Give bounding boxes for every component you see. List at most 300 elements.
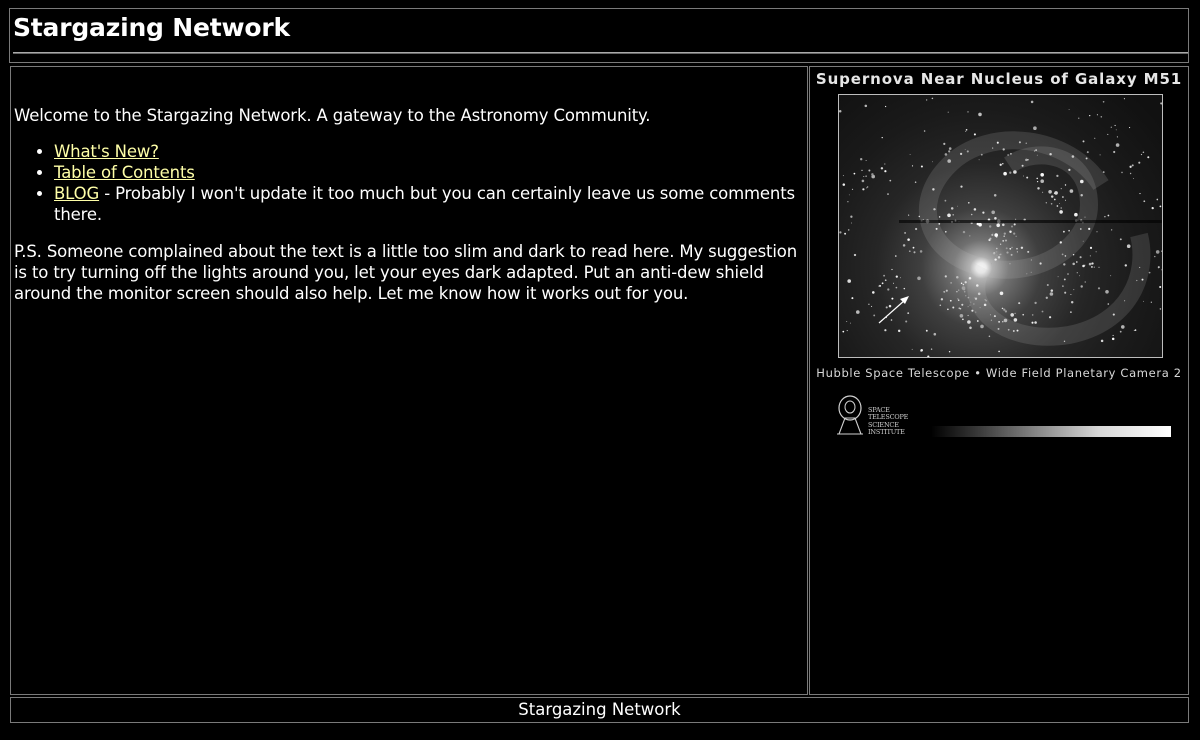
star bbox=[950, 300, 952, 302]
table-of-contents-link[interactable]: Table of Contents bbox=[54, 163, 195, 182]
star bbox=[1087, 151, 1089, 153]
welcome-text: Welcome to the Stargazing Network. A gateway to the Astronomy Community. bbox=[14, 106, 651, 125]
star bbox=[887, 193, 889, 195]
star bbox=[1003, 309, 1005, 311]
star bbox=[949, 147, 952, 150]
star bbox=[904, 232, 906, 234]
star bbox=[1129, 166, 1131, 168]
star bbox=[967, 320, 971, 324]
star bbox=[1072, 263, 1075, 266]
star bbox=[982, 212, 984, 214]
star bbox=[949, 351, 950, 352]
star bbox=[943, 291, 945, 293]
star bbox=[910, 154, 911, 155]
star bbox=[1091, 266, 1093, 268]
star bbox=[886, 306, 888, 308]
star bbox=[1018, 302, 1020, 304]
star bbox=[1002, 240, 1004, 242]
star bbox=[915, 228, 917, 230]
star bbox=[868, 169, 870, 171]
star bbox=[912, 165, 913, 166]
star bbox=[1027, 251, 1029, 253]
star bbox=[920, 349, 923, 352]
star bbox=[969, 235, 970, 236]
star bbox=[1070, 294, 1071, 295]
star bbox=[968, 315, 969, 316]
star bbox=[1032, 314, 1034, 316]
star bbox=[1158, 266, 1160, 268]
star bbox=[1023, 176, 1024, 177]
star bbox=[1141, 154, 1142, 155]
star bbox=[1000, 244, 1001, 245]
star bbox=[1000, 292, 1004, 296]
grayscale-gradient-bar bbox=[931, 426, 1171, 437]
star bbox=[1062, 285, 1064, 287]
star bbox=[1112, 338, 1115, 341]
star bbox=[1068, 230, 1070, 232]
star bbox=[1011, 247, 1012, 248]
star bbox=[952, 214, 954, 216]
star bbox=[1113, 151, 1115, 153]
star bbox=[962, 319, 964, 321]
star bbox=[1016, 248, 1018, 250]
star bbox=[945, 231, 947, 233]
star bbox=[1058, 276, 1059, 277]
star bbox=[1125, 264, 1127, 266]
star bbox=[860, 158, 862, 160]
star bbox=[1162, 268, 1163, 270]
star bbox=[1026, 177, 1028, 179]
star bbox=[1129, 127, 1130, 128]
star bbox=[868, 304, 869, 305]
star bbox=[1149, 272, 1151, 274]
star bbox=[996, 224, 1000, 228]
star bbox=[974, 133, 976, 135]
star bbox=[1143, 151, 1145, 153]
star bbox=[939, 216, 941, 218]
star bbox=[913, 251, 915, 253]
star bbox=[887, 288, 889, 290]
star bbox=[1051, 203, 1053, 205]
star bbox=[1036, 178, 1038, 180]
star bbox=[1143, 200, 1145, 202]
star bbox=[1064, 292, 1066, 294]
star bbox=[871, 306, 872, 307]
star bbox=[1040, 179, 1044, 183]
star bbox=[917, 277, 921, 281]
star bbox=[971, 214, 973, 216]
star bbox=[956, 291, 957, 292]
list-item bbox=[54, 141, 804, 162]
star bbox=[913, 247, 915, 249]
star bbox=[1091, 262, 1093, 264]
star bbox=[844, 233, 846, 235]
star bbox=[1121, 172, 1123, 174]
star bbox=[924, 130, 926, 132]
star bbox=[967, 111, 968, 112]
star bbox=[999, 254, 1000, 255]
star bbox=[905, 320, 907, 322]
star bbox=[839, 110, 841, 113]
star bbox=[867, 186, 868, 187]
star bbox=[998, 351, 1000, 353]
star bbox=[1159, 286, 1161, 288]
star bbox=[866, 187, 867, 188]
star bbox=[851, 223, 852, 224]
star bbox=[1006, 252, 1008, 254]
star bbox=[1121, 325, 1125, 329]
star bbox=[1051, 195, 1053, 197]
star bbox=[1080, 256, 1082, 258]
star bbox=[1101, 116, 1103, 118]
star bbox=[941, 298, 943, 300]
star bbox=[1067, 273, 1069, 275]
star bbox=[978, 223, 982, 227]
star bbox=[966, 129, 968, 131]
star bbox=[871, 173, 873, 175]
star bbox=[896, 287, 898, 289]
nav-link-list bbox=[14, 141, 804, 225]
star bbox=[1076, 261, 1078, 263]
star bbox=[1015, 219, 1016, 220]
star bbox=[1083, 140, 1085, 142]
star bbox=[1071, 301, 1073, 303]
star bbox=[1064, 278, 1066, 280]
star bbox=[963, 284, 965, 286]
star bbox=[847, 330, 848, 331]
sidebar-panel bbox=[810, 67, 1188, 694]
star bbox=[926, 99, 927, 100]
dust-lane bbox=[899, 220, 1163, 223]
star bbox=[947, 214, 951, 218]
star bbox=[1104, 216, 1105, 217]
star bbox=[994, 194, 997, 197]
star bbox=[889, 305, 892, 308]
star bbox=[1101, 340, 1104, 343]
star bbox=[926, 330, 928, 332]
star bbox=[1116, 129, 1117, 130]
star bbox=[947, 308, 949, 310]
star bbox=[952, 306, 954, 308]
stsci-wordmark bbox=[868, 407, 928, 437]
star bbox=[1070, 189, 1074, 193]
star bbox=[968, 306, 969, 307]
star bbox=[1049, 316, 1051, 318]
star bbox=[1022, 314, 1024, 316]
star bbox=[1042, 311, 1044, 313]
star bbox=[891, 298, 893, 300]
star bbox=[895, 255, 897, 257]
star bbox=[992, 233, 993, 234]
star bbox=[849, 194, 850, 195]
star bbox=[881, 167, 883, 169]
star bbox=[1111, 127, 1112, 128]
star bbox=[946, 290, 948, 292]
star bbox=[863, 176, 864, 177]
star bbox=[856, 310, 860, 314]
star bbox=[1130, 173, 1131, 174]
star bbox=[1003, 172, 1007, 176]
stsci-line: SPACE bbox=[868, 406, 890, 414]
star bbox=[1002, 224, 1005, 227]
star bbox=[1079, 275, 1080, 276]
star bbox=[1100, 154, 1101, 155]
star bbox=[1061, 188, 1062, 189]
star bbox=[865, 105, 868, 108]
star bbox=[1034, 302, 1036, 304]
star bbox=[991, 234, 993, 236]
header-frame bbox=[9, 8, 1189, 63]
star bbox=[1003, 235, 1005, 237]
star bbox=[843, 183, 846, 186]
star bbox=[1063, 263, 1065, 265]
star bbox=[940, 305, 942, 307]
star bbox=[909, 250, 911, 252]
star bbox=[1096, 231, 1097, 232]
star bbox=[885, 279, 887, 281]
star bbox=[889, 180, 891, 182]
star bbox=[951, 207, 954, 210]
star bbox=[943, 143, 945, 145]
star bbox=[961, 283, 963, 285]
star bbox=[1006, 247, 1008, 249]
star bbox=[998, 256, 1000, 258]
list-item bbox=[54, 183, 804, 225]
star bbox=[884, 170, 886, 172]
star bbox=[854, 173, 856, 175]
star bbox=[1054, 199, 1056, 201]
star bbox=[1143, 301, 1144, 302]
star bbox=[957, 206, 958, 207]
star bbox=[1096, 251, 1097, 252]
star bbox=[1005, 239, 1007, 241]
star bbox=[1070, 311, 1072, 313]
star bbox=[1160, 308, 1162, 310]
star bbox=[1133, 178, 1134, 179]
image-caption: Hubble Space Telescope • Wide Field Planetary Camera 2 bbox=[816, 366, 1182, 380]
blog-description: - Probably I won't update it too much but you can certainly leave us some comments there. bbox=[54, 184, 795, 224]
star bbox=[912, 349, 913, 350]
star bbox=[882, 282, 884, 284]
star bbox=[1124, 98, 1125, 99]
stsci-line: INSTITUTE bbox=[868, 428, 905, 437]
star bbox=[1135, 329, 1137, 331]
star bbox=[1147, 156, 1149, 158]
star bbox=[948, 112, 949, 113]
star bbox=[1054, 191, 1058, 195]
star bbox=[1037, 187, 1039, 189]
star bbox=[1127, 244, 1131, 248]
star bbox=[1056, 175, 1058, 177]
star bbox=[891, 319, 893, 321]
star bbox=[1037, 181, 1038, 182]
star bbox=[993, 252, 995, 254]
star bbox=[1077, 272, 1078, 273]
star bbox=[965, 295, 966, 296]
star bbox=[1074, 213, 1078, 217]
star bbox=[927, 355, 929, 357]
star bbox=[884, 163, 885, 164]
star bbox=[1050, 292, 1054, 296]
blog-link[interactable]: BLOG bbox=[54, 184, 100, 203]
star bbox=[1162, 276, 1163, 278]
star bbox=[1031, 101, 1034, 104]
star bbox=[882, 137, 883, 138]
star bbox=[968, 202, 970, 204]
star bbox=[893, 283, 894, 284]
star bbox=[1161, 250, 1163, 252]
star bbox=[958, 299, 960, 301]
star bbox=[1048, 190, 1052, 194]
star bbox=[1094, 266, 1095, 267]
star bbox=[1110, 275, 1111, 276]
star bbox=[903, 244, 906, 247]
ps-note: P.S. Someone complained about the text is a little too slim and dark to read here. My suggestion is to try turning off the lights around you, let your eyes dark adapted. Put an anti-dew shield around the monitor screen should also help. Let me know how it works out for you. bbox=[14, 242, 798, 303]
star bbox=[1117, 136, 1118, 137]
star bbox=[1002, 308, 1004, 310]
star bbox=[861, 170, 862, 171]
image-title: Supernova Near Nucleus of Galaxy M51 bbox=[815, 70, 1183, 88]
star bbox=[994, 233, 998, 237]
main-content bbox=[14, 105, 804, 304]
star bbox=[962, 286, 966, 290]
star bbox=[921, 165, 923, 167]
star bbox=[1156, 250, 1160, 254]
star bbox=[1011, 254, 1013, 256]
star bbox=[1098, 287, 1100, 289]
star bbox=[908, 215, 909, 216]
star bbox=[872, 291, 875, 294]
star bbox=[994, 252, 995, 253]
star bbox=[851, 297, 853, 299]
star bbox=[852, 189, 853, 190]
star bbox=[1160, 102, 1162, 104]
main-frame[interactable] bbox=[10, 66, 808, 695]
star bbox=[960, 314, 964, 318]
star bbox=[1040, 173, 1044, 177]
star bbox=[846, 321, 847, 322]
star bbox=[1073, 289, 1074, 290]
star bbox=[960, 308, 962, 310]
star bbox=[1009, 248, 1011, 250]
star bbox=[1011, 226, 1013, 228]
star bbox=[1097, 114, 1098, 115]
star bbox=[965, 281, 967, 283]
star bbox=[970, 305, 971, 306]
star bbox=[847, 279, 851, 283]
star bbox=[956, 276, 959, 279]
star bbox=[920, 250, 923, 253]
star bbox=[994, 217, 997, 220]
star bbox=[1016, 236, 1017, 237]
star bbox=[957, 298, 958, 299]
header-divider bbox=[13, 52, 1188, 54]
star bbox=[1065, 184, 1066, 185]
star bbox=[950, 282, 952, 284]
star bbox=[866, 160, 867, 161]
star bbox=[977, 320, 979, 322]
star bbox=[961, 304, 963, 306]
footer-frame bbox=[10, 697, 1189, 723]
star bbox=[907, 238, 910, 241]
star bbox=[1014, 318, 1018, 322]
site-title: Stargazing Network bbox=[13, 13, 290, 42]
star bbox=[883, 275, 885, 277]
star bbox=[989, 225, 991, 227]
star bbox=[1042, 192, 1043, 193]
star bbox=[991, 211, 995, 215]
star bbox=[1089, 263, 1092, 266]
star bbox=[1154, 256, 1155, 257]
star bbox=[1009, 172, 1011, 174]
star bbox=[1062, 196, 1064, 198]
whats-new-link[interactable]: What's New? bbox=[54, 142, 159, 161]
star bbox=[1046, 202, 1047, 203]
star bbox=[1107, 303, 1109, 305]
star bbox=[1105, 290, 1109, 294]
star bbox=[1108, 215, 1110, 217]
star bbox=[1078, 118, 1079, 119]
star bbox=[1057, 205, 1059, 207]
star bbox=[958, 289, 959, 290]
star bbox=[873, 314, 875, 316]
stsci-line: SCIENCE bbox=[868, 420, 899, 429]
star bbox=[1116, 143, 1120, 147]
star bbox=[978, 113, 982, 117]
star bbox=[1156, 199, 1158, 201]
star bbox=[1080, 285, 1082, 287]
star bbox=[932, 161, 933, 162]
star bbox=[1120, 331, 1122, 333]
star bbox=[1031, 322, 1033, 324]
star bbox=[854, 254, 856, 256]
star bbox=[865, 175, 867, 177]
star bbox=[980, 325, 984, 329]
star bbox=[850, 323, 851, 324]
star bbox=[1085, 281, 1086, 282]
star bbox=[1111, 229, 1112, 230]
star bbox=[1017, 251, 1018, 252]
sidebar-frame[interactable] bbox=[809, 66, 1189, 695]
star bbox=[896, 275, 898, 277]
star bbox=[1159, 205, 1161, 207]
star bbox=[1061, 207, 1062, 208]
star bbox=[996, 251, 998, 253]
star bbox=[964, 291, 966, 293]
star bbox=[931, 348, 932, 349]
star bbox=[945, 200, 947, 202]
footer-text: Stargazing Network bbox=[518, 700, 681, 719]
star bbox=[996, 254, 998, 256]
star bbox=[1103, 101, 1105, 103]
star bbox=[1082, 265, 1085, 268]
star bbox=[1139, 193, 1140, 194]
star bbox=[891, 269, 892, 270]
star bbox=[1051, 289, 1054, 292]
star bbox=[974, 208, 977, 211]
spiral-arms bbox=[928, 140, 1142, 336]
star bbox=[965, 131, 966, 132]
galaxy-m51-image bbox=[838, 94, 1163, 358]
star bbox=[1094, 138, 1095, 139]
star bbox=[862, 188, 864, 190]
star bbox=[1090, 247, 1092, 249]
star bbox=[1152, 207, 1154, 209]
star bbox=[1090, 255, 1091, 256]
star bbox=[989, 336, 991, 338]
star bbox=[945, 275, 947, 277]
star bbox=[1047, 284, 1049, 286]
